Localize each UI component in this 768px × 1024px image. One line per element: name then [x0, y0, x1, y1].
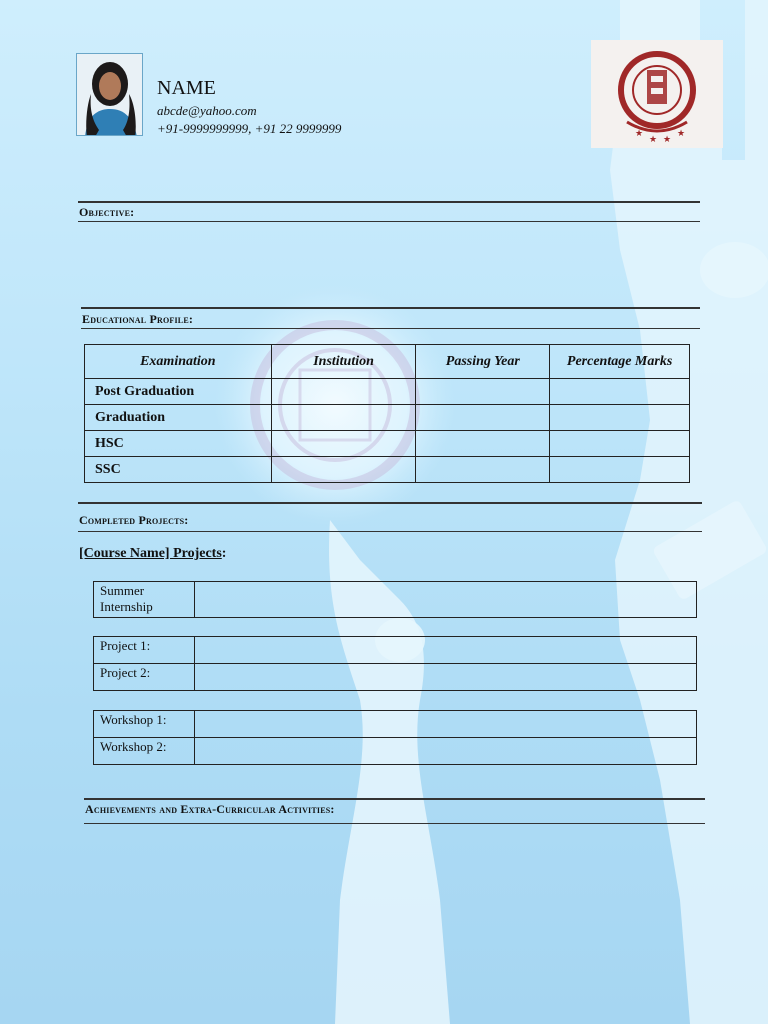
achievements-heading: Achievements and Extra-Curricular Activities: [85, 802, 335, 816]
achievements-top-rule [84, 798, 705, 800]
project2-label: Project 2: [94, 664, 195, 691]
summer-label-line2: Internship [100, 599, 153, 614]
table-row [94, 738, 697, 765]
phone-number: +91-9999999999, +91 22 9999999 [157, 121, 342, 136]
projects-top-rule [78, 502, 702, 504]
header-passing-year: Passing Year [416, 345, 550, 379]
education-table [84, 344, 690, 483]
cell-percentage[interactable] [550, 379, 690, 405]
workshop1-value[interactable] [195, 711, 697, 738]
course-heading-colon: : [221, 546, 227, 561]
workshop1-label: Workshop 1: [94, 711, 195, 738]
projects-table [93, 636, 697, 691]
summer-internship-value[interactable] [195, 582, 697, 618]
project1-value[interactable] [195, 637, 697, 664]
table-row [94, 637, 697, 664]
education-heading: Educational Profile: [82, 312, 194, 326]
cell-percentage[interactable] [550, 431, 690, 457]
cell-percentage[interactable] [550, 405, 690, 431]
candidate-name: NAME [157, 77, 216, 99]
cell-passing-year[interactable] [416, 379, 550, 405]
education-top-rule [81, 307, 700, 309]
header-examination: Examination [85, 345, 272, 379]
course-projects-heading [79, 546, 226, 562]
workshops-table [93, 710, 697, 765]
education-header-row [85, 345, 690, 379]
table-row [85, 379, 690, 405]
header-percentage-marks: Percentage Marks [550, 345, 690, 379]
table-row [94, 711, 697, 738]
svg-text:★: ★ [649, 134, 658, 144]
table-row [85, 457, 690, 483]
row-label-hsc: HSC [85, 431, 272, 457]
cell-passing-year[interactable] [416, 457, 550, 483]
table-row [85, 405, 690, 431]
svg-text:★: ★ [663, 134, 672, 144]
projects-bottom-rule [78, 531, 702, 532]
cell-institution[interactable] [271, 379, 416, 405]
cell-institution[interactable] [271, 457, 416, 483]
summer-label-line1: Summer [100, 583, 145, 598]
achievements-bottom-rule [84, 823, 705, 824]
email-link[interactable]: abcde@yahoo.com [157, 103, 257, 118]
row-label-graduation: Graduation [85, 405, 272, 431]
header-institution: Institution [271, 345, 416, 379]
cell-institution[interactable] [271, 405, 416, 431]
university-seal-logo [591, 40, 723, 148]
cell-passing-year[interactable] [416, 431, 550, 457]
table-row [94, 664, 697, 691]
cell-institution[interactable] [271, 431, 416, 457]
svg-text:★: ★ [677, 128, 686, 138]
workshop2-label: Workshop 2: [94, 738, 195, 765]
profile-photo [76, 53, 143, 136]
objective-top-rule [78, 201, 700, 203]
objective-heading: Objective: [79, 205, 135, 219]
workshop2-value[interactable] [195, 738, 697, 765]
summer-internship-table [93, 581, 697, 618]
education-bottom-rule [81, 328, 700, 329]
table-row [85, 431, 690, 457]
project2-value[interactable] [195, 664, 697, 691]
objective-bottom-rule [78, 221, 700, 222]
project1-label: Project 1: [94, 637, 195, 664]
table-row [94, 582, 697, 618]
row-label-ssc: SSC [85, 457, 272, 483]
course-name-label: [Course Name] Projects [79, 546, 222, 561]
cell-passing-year[interactable] [416, 405, 550, 431]
cell-percentage[interactable] [550, 457, 690, 483]
projects-heading: Completed Projects: [79, 513, 189, 527]
svg-text:★: ★ [635, 128, 644, 138]
row-label-post-graduation: Post Graduation [85, 379, 272, 405]
summer-internship-label [94, 582, 195, 618]
